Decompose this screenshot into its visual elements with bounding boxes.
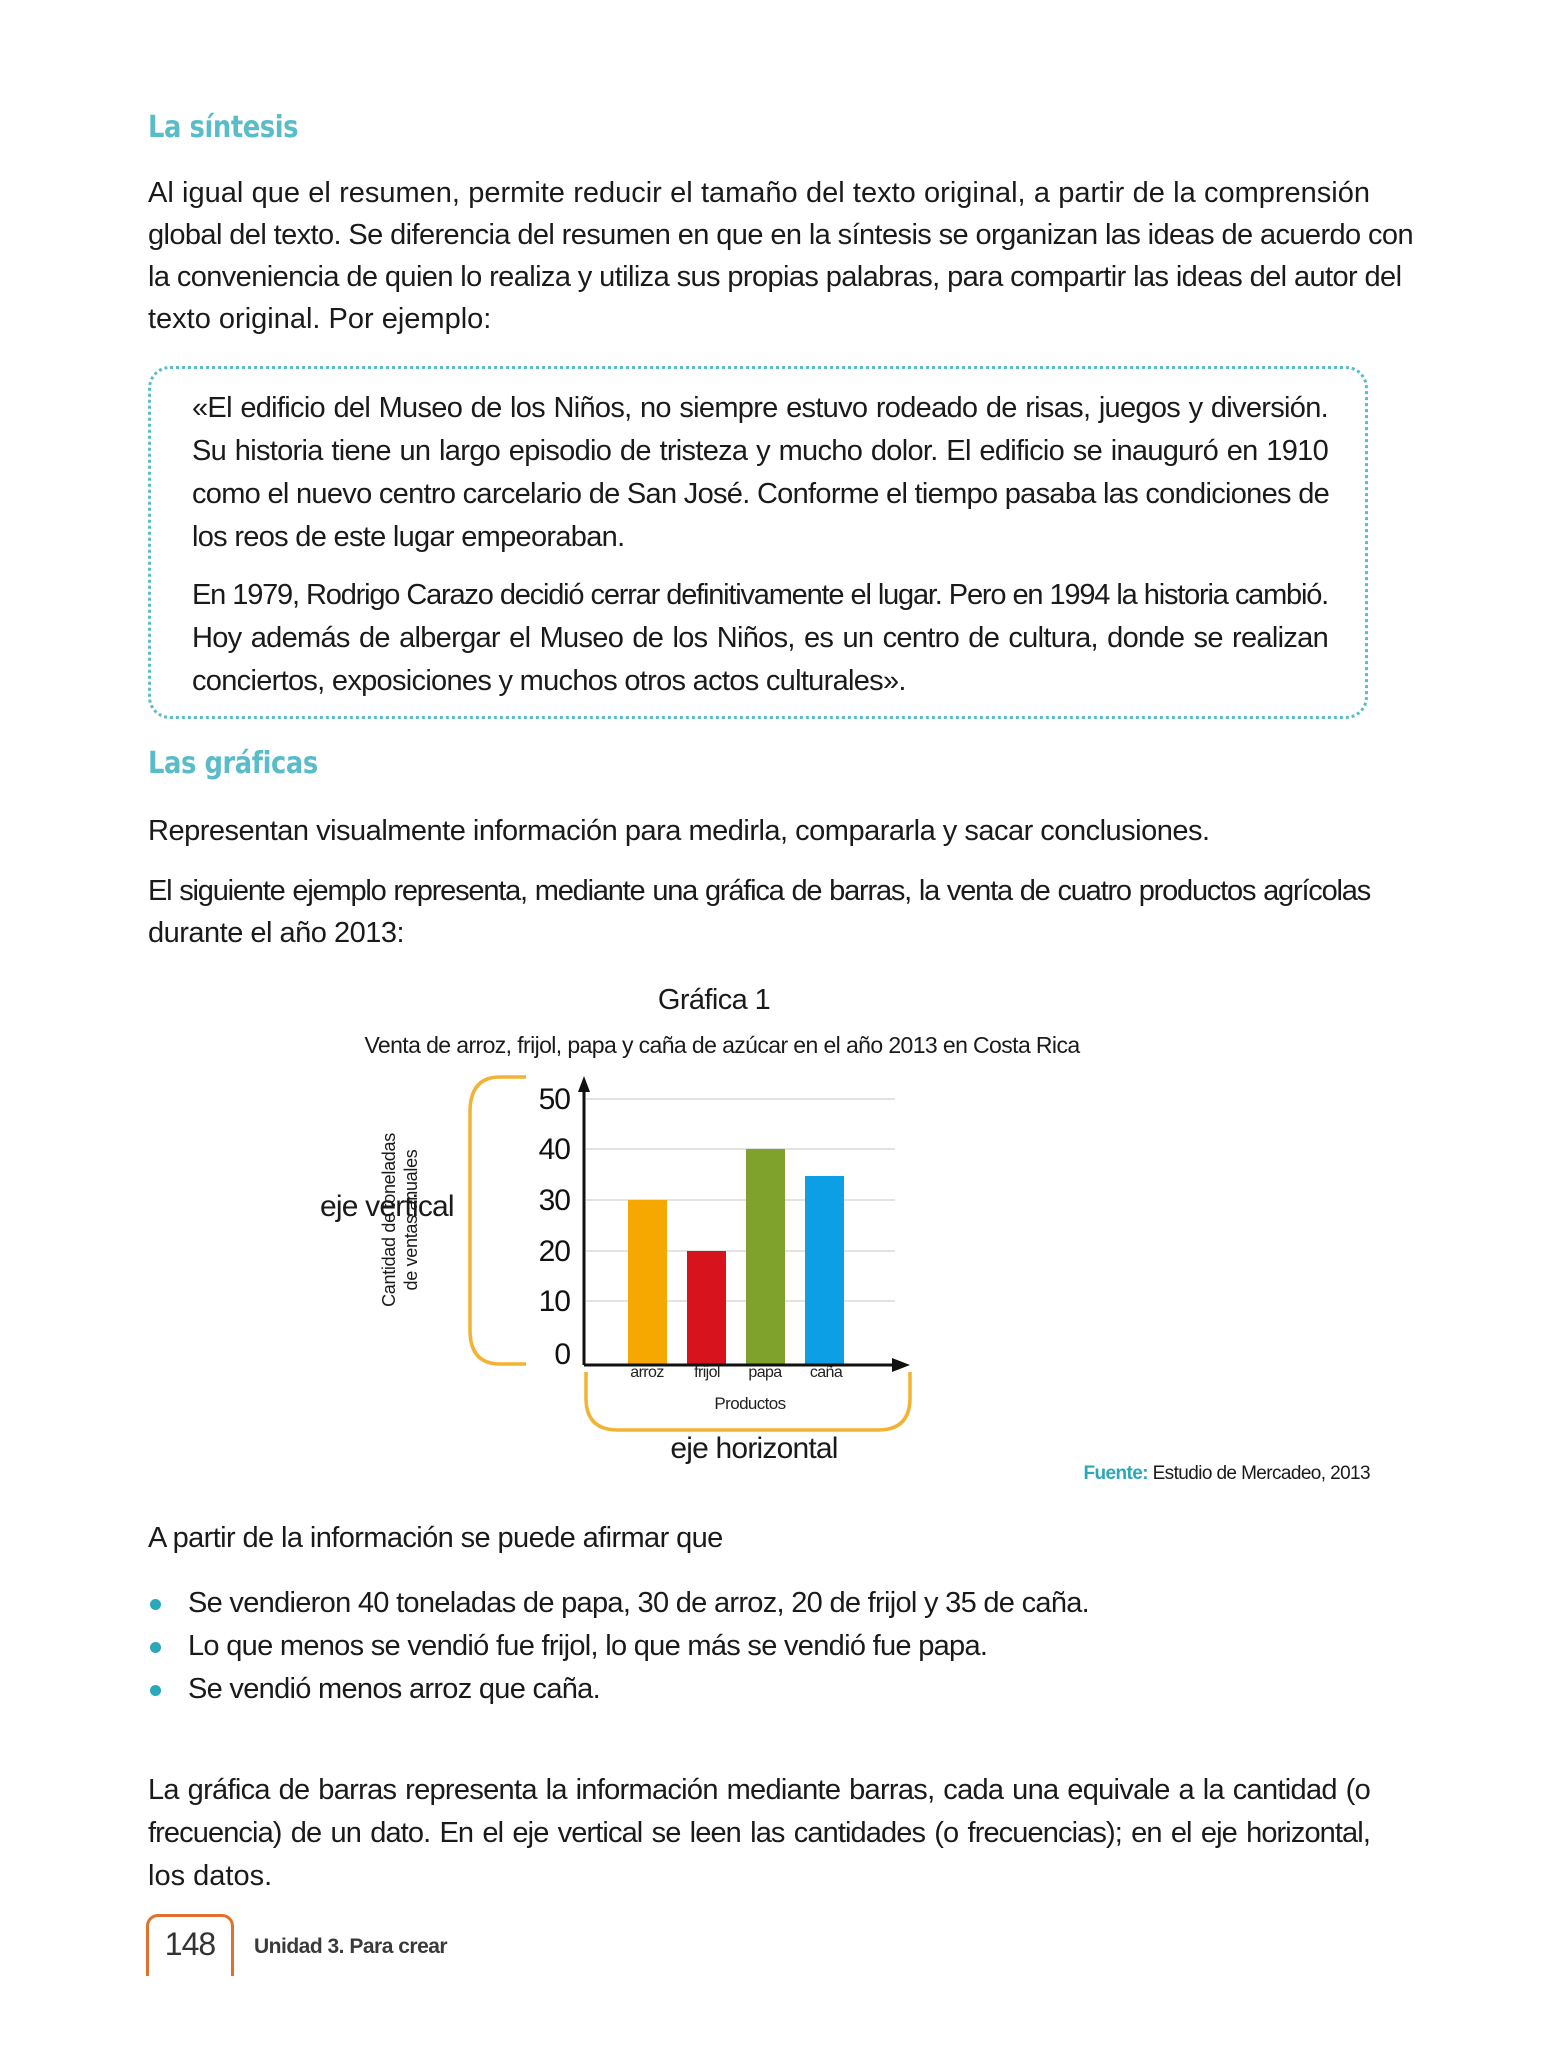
closing-line: los datos. [148,1860,273,1892]
vertical-axis-callout: eje vertical [320,1190,454,1223]
chart-axes [576,1076,916,1372]
chart-subtitle: Venta de arroz, frijol, papa y caña de azúcar en el año 2013 en Costa Rica [364,1032,1080,1058]
y-tick: 0 [554,1338,570,1371]
quote-line: conciertos, exposiciones y muchos otros actos culturales». [192,665,906,697]
closing-line: La gráfica de barras representa la información mediante barras, cada una equivale a la cantidad (o [148,1774,1370,1806]
paragraph-line: global del texto. Se diferencia del resumen en que en la síntesis se organizan las ideas de acuerdo con [148,219,1413,251]
bullet-item: Se vendió menos arroz que caña. [188,1673,600,1705]
paragraph-line: Al igual que el resumen, permite reducir el tamaño del texto original, a partir de la comprensión [148,177,1370,209]
quote-line: Su historia tiene un largo episodio de tristeza y mucho dolor. El edificio se inauguró en 1910 [192,435,1328,467]
quote-line: En 1979, Rodrigo Carazo decidió cerrar definitivamente el lugar. Pero en 1994 la historia cambió. [192,579,1328,611]
y-tick: 20 [538,1235,570,1268]
vertical-axis-bracket [460,1072,532,1372]
y-tick: 50 [538,1083,570,1116]
horizontal-axis-bracket [580,1370,916,1436]
quote-line: Hoy además de albergar el Museo de los Niños, es un centro de cultura, donde se realizan [192,622,1328,654]
heading-las-graficas: Las gráficas [148,746,318,781]
x-tick: caña [809,1364,843,1381]
conclusion-intro: A partir de la información se puede afirmar que [148,1522,723,1554]
bullet-icon [150,1642,161,1653]
quote-line: los reos de este lugar empeoraban. [192,521,625,553]
paragraph-line: la conveniencia de quien lo realiza y utiliza sus propias palabras, para compartir las ideas del autor del [148,261,1402,293]
bullet-item: Lo que menos se vendió fue frijol, lo que más se vendió fue papa. [188,1630,988,1662]
page-number: 148 [164,1926,216,1962]
quote-line: como el nuevo centro carcelario de San José. Conforme el tiempo pasaba las condiciones de [192,478,1330,510]
source-label: Fuente: [1083,1463,1148,1484]
unit-label: Unidad 3. Para crear [254,1935,448,1958]
y-tick: 30 [538,1184,570,1217]
x-tick: arroz [630,1364,664,1381]
source-citation [1084,1463,1370,1485]
chart-title: Gráfica 1 [657,984,771,1016]
y-axis-label [378,1120,422,1320]
bullet-icon [150,1599,161,1610]
y-axis-label-line: de ventas anuales [401,1149,421,1291]
bullet-icon [150,1685,161,1696]
horizontal-axis-callout: eje horizontal [670,1432,838,1465]
x-tick: frijol [694,1364,720,1381]
closing-line: frecuencia) de un dato. En el eje vertical se leen las cantidades (o frecuencias); en el eje horizontal, [148,1817,1370,1849]
quote-line: «El edificio del Museo de los Niños, no siempre estuvo rodeado de risas, juegos y diversión. [192,392,1328,424]
paragraph-line: texto original. Por ejemplo: [148,303,492,335]
y-axis-label-line: Cantidad de toneladas [379,1133,399,1307]
x-tick: papa [748,1364,782,1381]
intro-text: Representan visualmente información para medirla, compararla y sacar conclusiones. [148,815,1210,847]
heading-la-sintesis: La síntesis [148,110,299,145]
bullet-item: Se vendieron 40 toneladas de papa, 30 de arroz, 20 de frijol y 35 de caña. [188,1587,1090,1619]
source-text: Estudio de Mercadeo, 2013 [1152,1463,1370,1484]
x-axis-label: Productos [714,1394,786,1413]
example-line: El siguiente ejemplo representa, mediante una gráfica de barras, la venta de cuatro productos agrícolas [148,875,1370,907]
y-tick: 40 [538,1133,570,1166]
example-line: durante el año 2013: [148,917,405,949]
y-tick: 10 [538,1285,570,1318]
